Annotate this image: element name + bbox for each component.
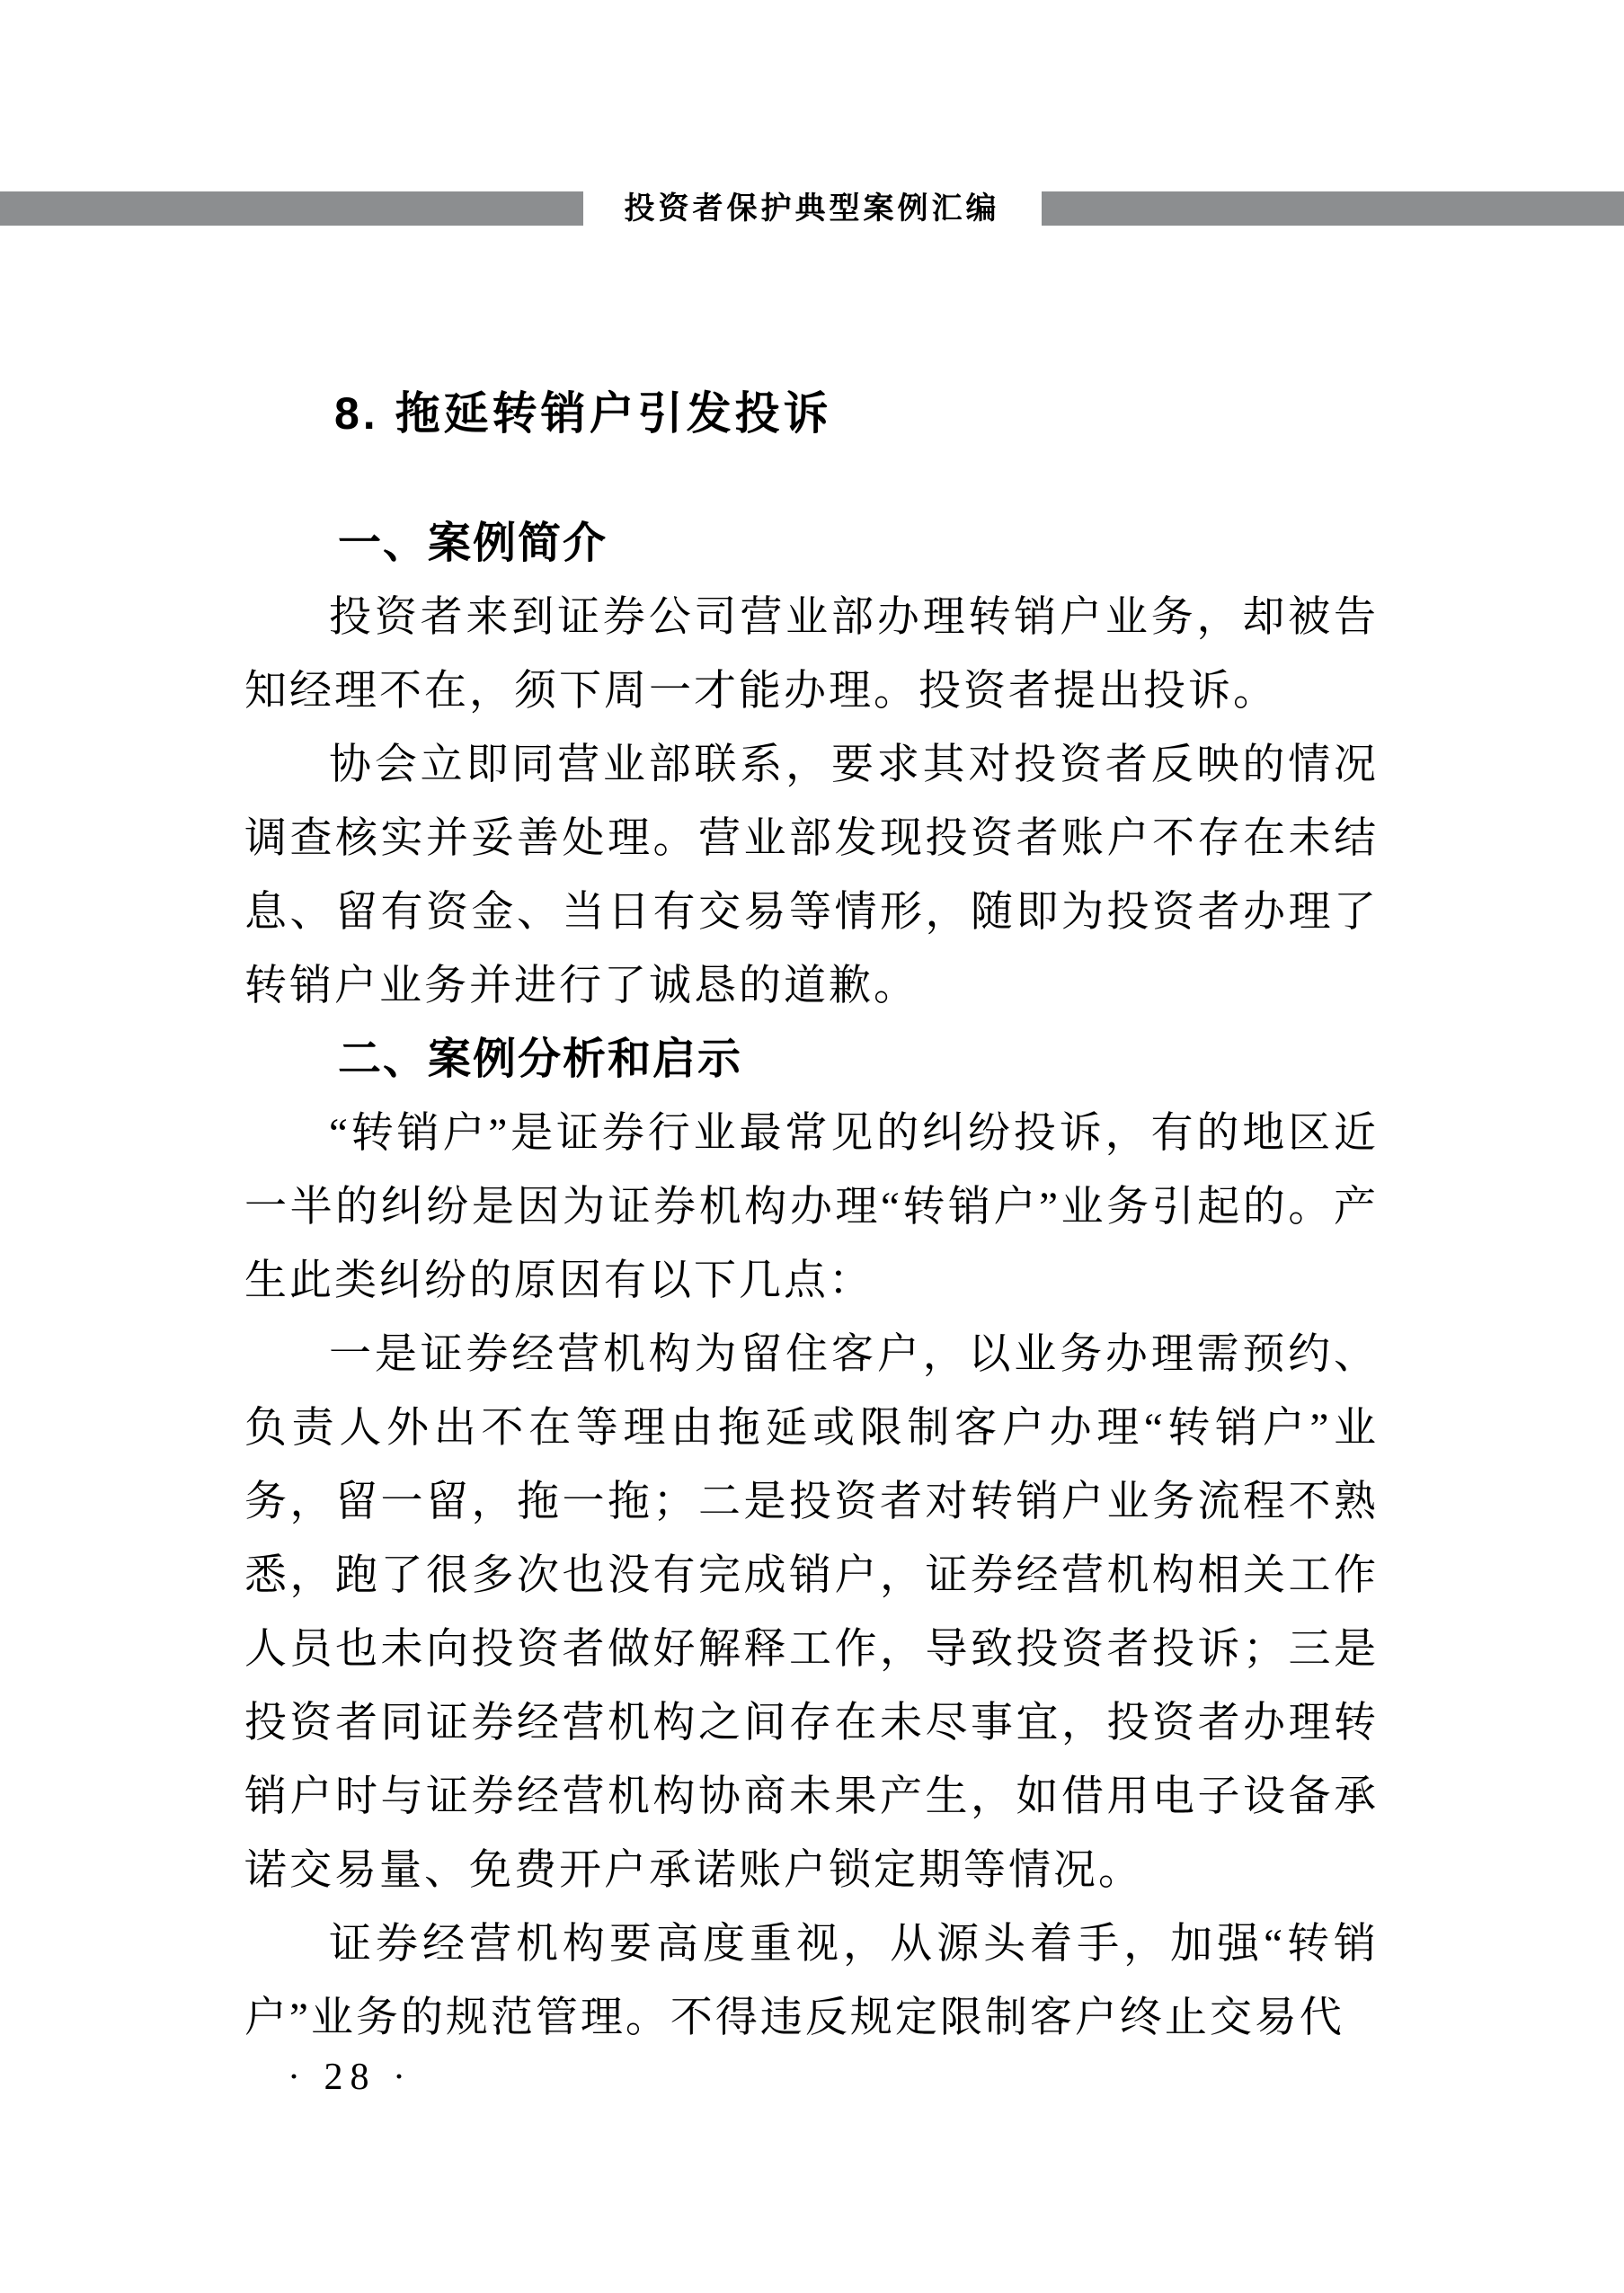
- paragraph: “转销户”是证券行业最常见的纠纷投诉，有的地区近一半的纠纷是因为证券机构办理“转销户”业务引起的。产生此类纠纷的原因有以下几点：: [244, 1110, 1379, 1304]
- section-heading-1: 一、案例简介: [338, 520, 608, 567]
- page-header: [0, 191, 1624, 226]
- header-rule-left: [0, 191, 583, 226]
- page-content: [244, 387, 1379, 2055]
- paragraph: 证券经营机构要高度重视，从源头着手，加强“转销户”业务的规范管理。不得违反规定限制客户终止交易代: [244, 1921, 1379, 2041]
- paragraph: 投资者来到证券公司营业部办理转销户业务，却被告知经理不在，须下周一才能办理。投资者提出投诉。: [244, 594, 1379, 715]
- chapter-title: 8. 拖延转销户引发投诉: [334, 388, 832, 439]
- paragraph: 一是证券经营机构为留住客户，以业务办理需预约、负责人外出不在等理由拖延或限制客户办理“转销户”业务，留一留，拖一拖；二是投资者对转销户业务流程不熟悉，跑了很多次也没有完成销户，证券经营机构相关工作人员也未向投资者做好解释工作，导致投资者投诉；三是投资者同证券经营机构之间存在未尽事宜，投资者办理转销户时与证券经营机构协商未果产生，如借用电子设备承诺交易量、免费开户承诺账户锁定期等情况。: [244, 1331, 1379, 1894]
- section-heading-2: 二、案例分析和启示: [338, 1035, 743, 1083]
- page-number: · 28 ·: [288, 2057, 413, 2098]
- header-rule-right: [1042, 191, 1624, 226]
- paragraph: 协会立即同营业部联系，要求其对投资者反映的情况调查核实并妥善处理。营业部发现投资者账户不存在未结息、留有资金、当日有交易等情形，随即为投资者办理了转销户业务并进行了诚恳的道歉。: [244, 742, 1379, 1009]
- running-head-title: 投资者保护典型案例汇编: [624, 191, 1000, 226]
